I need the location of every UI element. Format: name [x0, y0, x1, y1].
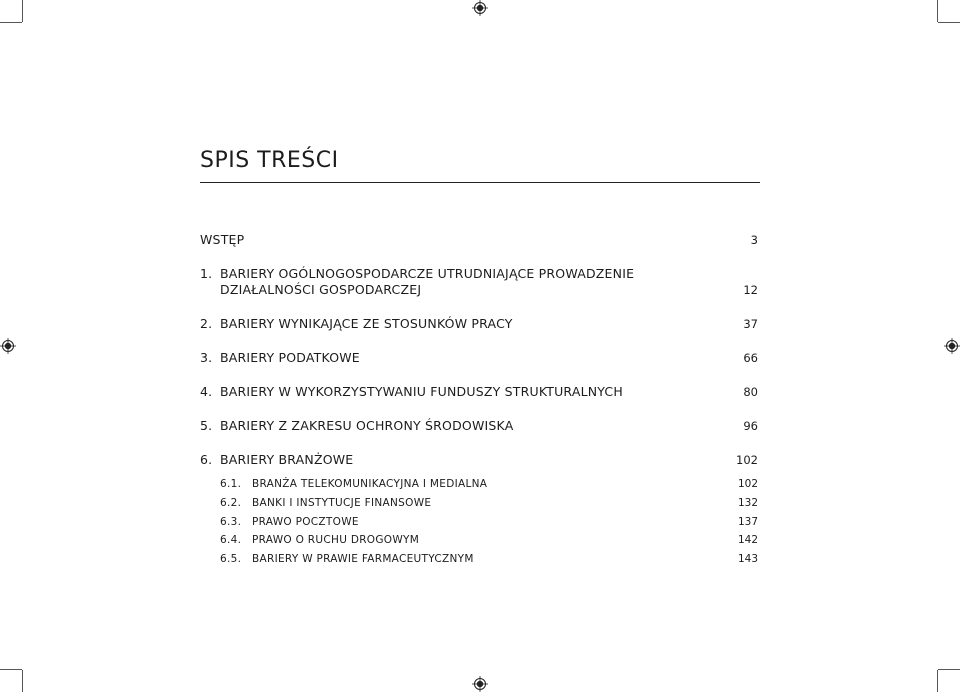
toc-entry-page: 132: [737, 497, 758, 509]
crop-mark-top-right-h: [938, 22, 960, 23]
registration-mark-icon: [0, 338, 16, 354]
toc-entry-6[interactable]: [200, 452, 758, 468]
toc-entry-label: [200, 384, 623, 400]
toc-subentry-6-4[interactable]: [200, 532, 758, 548]
toc-entry-number: 3.: [200, 350, 213, 365]
toc-entry-page: 137: [737, 516, 758, 528]
toc-entry-page: 102: [737, 478, 758, 490]
toc-subentry-6-5[interactable]: [200, 551, 758, 567]
toc-entry-page: 12: [743, 283, 758, 297]
page-title: SPIS TREŚCI: [200, 148, 339, 173]
toc-entry-number: 6.: [200, 452, 213, 467]
crop-mark-top-left: [22, 0, 23, 22]
title-divider: [200, 182, 760, 183]
toc-entry-label: [200, 316, 513, 332]
toc-subentry-6-1[interactable]: [200, 476, 758, 492]
toc-entry-number: 4.: [200, 384, 213, 399]
toc-entry-page: 80: [743, 385, 758, 399]
toc-entry-introduction[interactable]: [200, 232, 758, 248]
registration-mark-icon: [944, 338, 960, 354]
toc-entry-text: BARIERY PODATKOWE: [220, 350, 360, 365]
toc-entry-number: 2.: [200, 316, 213, 331]
toc-entry-1[interactable]: [200, 264, 758, 298]
toc-entry-label: [200, 350, 360, 366]
toc-entry-label-line2: DZIAŁALNOŚCI GOSPODARCZEJ: [220, 282, 422, 297]
crop-mark-bottom-right: [937, 670, 938, 692]
toc-entry-number: 6.3.: [220, 516, 242, 528]
toc-entry-text: PRAWO POCZTOWE: [252, 516, 359, 528]
registration-mark-icon: [472, 0, 488, 16]
crop-mark-bottom-left-h: [0, 669, 22, 670]
crop-mark-top-left-h: [0, 22, 22, 23]
toc-subentry-6-2[interactable]: [200, 495, 758, 511]
toc-entry-label: WSTĘP: [200, 232, 245, 247]
toc-entry-text: BARIERY BRANŻOWE: [220, 452, 354, 467]
toc-entry-page: 3: [750, 233, 758, 247]
toc-entry-text: BARIERY W PRAWIE FARMACEUTYCZNYM: [252, 553, 474, 565]
toc-entry-number: 1.: [200, 266, 213, 281]
toc-entry-page: 142: [737, 534, 758, 546]
toc-entry-label: [220, 495, 431, 511]
toc-entry-label: [220, 514, 359, 530]
toc-entry-text: BARIERY WYNIKAJĄCE ZE STOSUNKÓW PRACY: [220, 316, 513, 331]
toc-entry-page: 143: [737, 553, 758, 565]
toc-entry-page: 37: [743, 317, 758, 331]
toc-entry-number: 6.4.: [220, 534, 242, 546]
toc-entry-5[interactable]: [200, 418, 758, 434]
toc-entry-label-line1: BARIERY OGÓLNOGOSPODARCZE UTRUDNIAJĄCE PROWADZENIE: [220, 266, 635, 281]
toc-entry-label: [200, 452, 353, 468]
toc-entry-text: BARIERY Z ZAKRESU OCHRONY ŚRODOWISKA: [220, 418, 514, 433]
toc-entry-label: [220, 551, 474, 567]
toc-entry-text: BARIERY W WYKORZYSTYWANIU FUNDUSZY STRUKTURALNYCH: [220, 384, 623, 399]
toc-entry-page: 66: [743, 351, 758, 365]
crop-mark-bottom-right-h: [938, 669, 960, 670]
toc-entry-number: 5.: [200, 418, 213, 433]
toc-entry-text: BRANŻA TELEKOMUNIKACYJNA I MEDIALNA: [252, 478, 488, 490]
toc-entry-page: 96: [743, 419, 758, 433]
registration-mark-icon: [472, 676, 488, 692]
toc-subentry-6-3[interactable]: [200, 514, 758, 530]
toc-entry-number: 6.1.: [220, 478, 242, 490]
crop-mark-top-right: [937, 0, 938, 22]
toc-entry-2[interactable]: [200, 316, 758, 332]
toc-entry-text: PRAWO O RUCHU DROGOWYM: [252, 534, 420, 546]
crop-mark-bottom-left: [22, 670, 23, 692]
toc-entry-label: [200, 418, 513, 434]
toc-entry-text: BANKI I INSTYTUCJE FINANSOWE: [252, 497, 432, 509]
toc-entry-4[interactable]: [200, 384, 758, 400]
toc-entry-label: [200, 266, 700, 298]
toc-entry-number: 6.5.: [220, 553, 242, 565]
toc-entry-number: 6.2.: [220, 497, 242, 509]
toc-entry-3[interactable]: [200, 350, 758, 366]
toc-entry-label: [220, 532, 419, 548]
toc-entry-label: [220, 476, 487, 492]
toc-entry-page: 102: [736, 453, 758, 467]
